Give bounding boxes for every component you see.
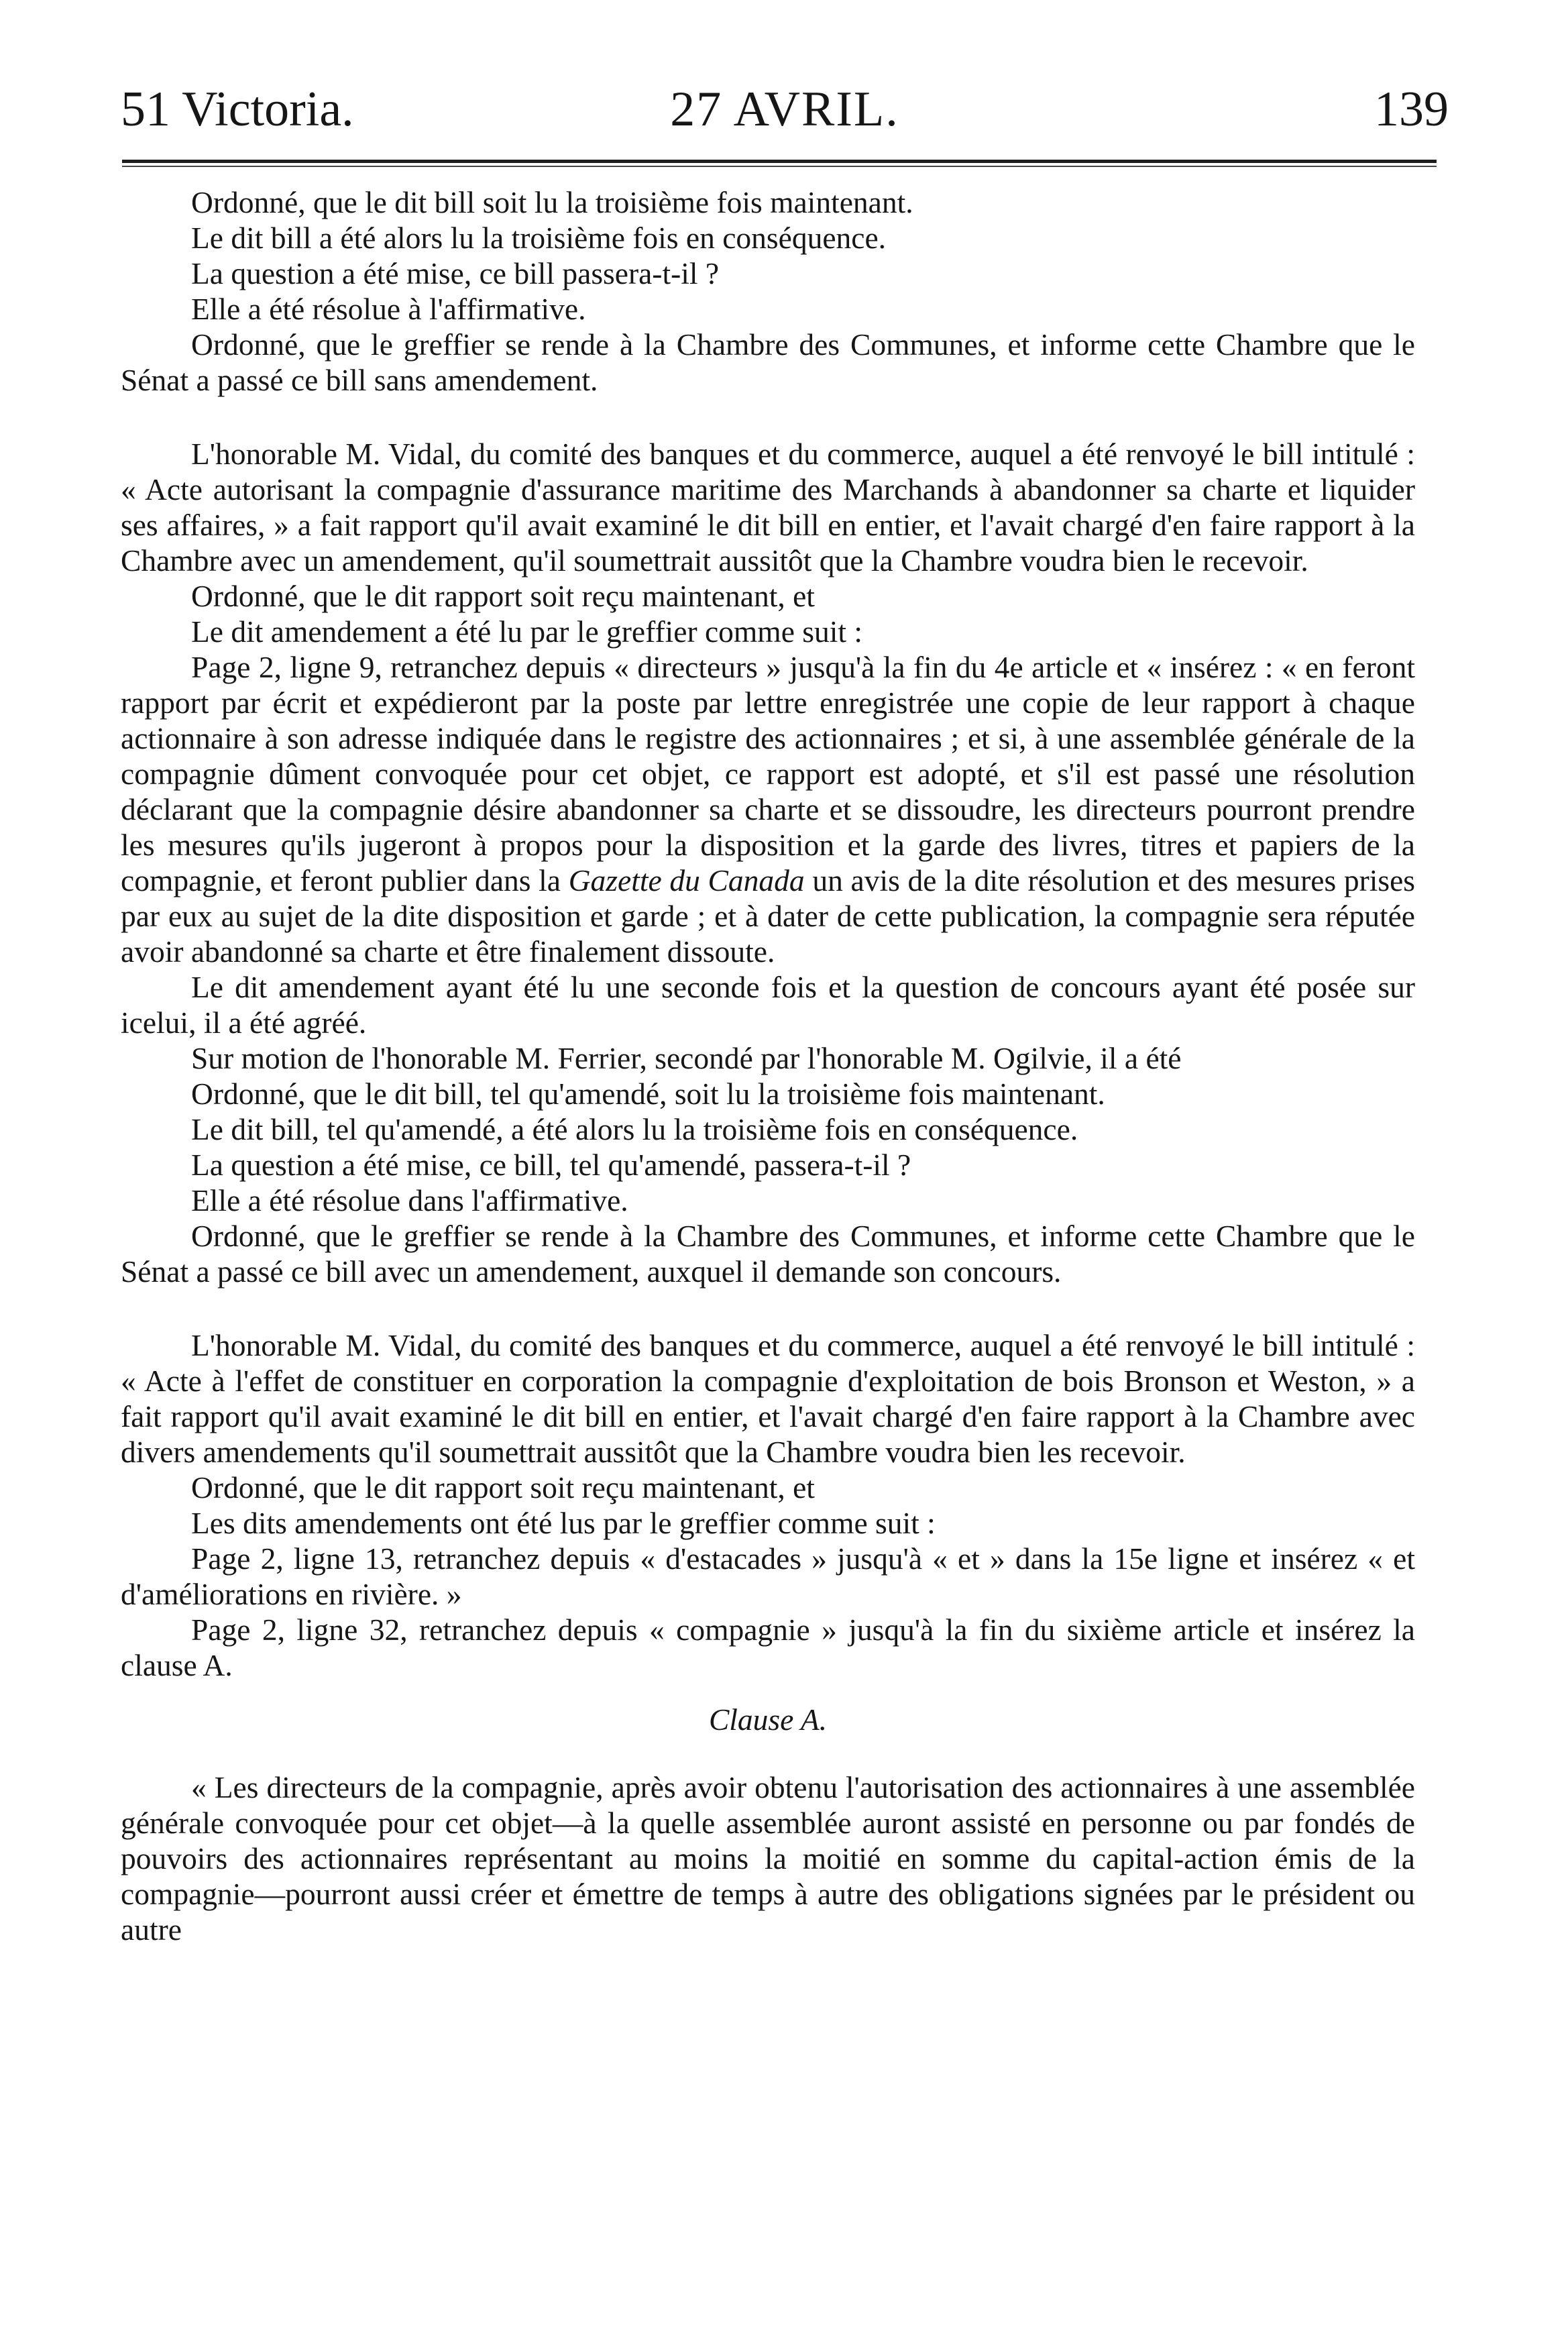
- clause-title: Clause A.: [708, 1702, 828, 1737]
- section-gap: [121, 1289, 1415, 1327]
- paragraph: Elle a été résolue dans l'affirmative.: [191, 1183, 628, 1217]
- paragraph: Le dit amendement ayant été lu une seconde fois et la question de concours ayant été posée sur icelui, il a été agréé.: [121, 970, 1415, 1040]
- report-paragraph: L'honorable M. Vidal, du comité des banques et du commerce, auquel a été renvoyé le bill intitulé : « Acte autorisant la compagnie d'assurance maritime des Marchands à abandonner sa charte et liquider ses affaires, » a fait rapport qu'il avait examiné le dit bill en entier, et l'avait chargé d'en faire rapport à la Chambre avec un amendement, qu'il soumettrait aussitôt que la Chambre voudra bien le recevoir.: [121, 437, 1415, 578]
- clause-text: « Les directeurs de la compagnie, après avoir obtenu l'autorisation des actionnaires à une assemblée générale convoquée pour cet objet—à la quelle assemblée auront assisté en personne ou par fondés de pouvoirs des actionnaires représentant au moins la moitié en somme du capital-action émis de la compagnie—pourront aussi créer et émettre de temps à autre des obligations signées par le président ou autre: [121, 1770, 1415, 1947]
- amendment-text-part: un avis de la dite résolution et des mesures prises par eux au sujet de la dite disposition et garde ; et à dater de cette publication, la compagnie sera réputée avoir abandonné sa charte et être finalement dissoute.: [121, 863, 1415, 969]
- journal-text: [121, 184, 1415, 1947]
- report-paragraph: L'honorable M. Vidal, du comité des banques et du commerce, auquel a été renvoyé le bill intitulé : « Acte à l'effet de constituer en corporation la compagnie d'exploitation de bois Bronson et Weston, » a fait rapport qu'il avait examiné le dit bill en entier, et l'avait chargé d'en faire rapport à la Chambre avec divers amendements qu'il soumettrait aussitôt que la Chambre voudra bien les recevoir.: [121, 1328, 1415, 1469]
- amendment-text: Page 2, ligne 13, retranchez depuis « d'estacades » jusqu'à « et » dans la 15e ligne et insérez « et d'améliorations en rivière. »: [121, 1541, 1415, 1611]
- paragraph: La question a été mise, ce bill, tel qu'amendé, passera-t-il ?: [191, 1148, 911, 1182]
- paragraph: Ordonné, que le dit bill soit lu la troisième fois maintenant.: [191, 185, 913, 219]
- header-page-number: 139: [1374, 82, 1449, 137]
- paragraph: Ordonné, que le greffier se rende à la Chambre des Communes, et informe cette Chambre que le Sénat a passé ce bill sans amendement.: [121, 327, 1415, 397]
- paragraph: Le dit bill, tel qu'amendé, a été alors lu la troisième fois en conséquence.: [191, 1112, 1078, 1146]
- header-rule: [122, 160, 1437, 163]
- amendment-text: Page 2, ligne 32, retranchez depuis « compagnie » jusqu'à la fin du sixième article et insérez la clause A.: [121, 1613, 1415, 1682]
- paragraph: Sur motion de l'honorable M. Ferrier, secondé par l'honorable M. Ogilvie, il a été: [191, 1041, 1182, 1075]
- header-rule-thin: [122, 166, 1437, 167]
- paragraph: Le dit amendement a été lu par le greffier comme suit :: [191, 614, 863, 649]
- paragraph: La question a été mise, ce bill passera-t-il ?: [191, 256, 720, 290]
- gazette-title: Gazette du Canada: [568, 863, 805, 897]
- paragraph: Les dits amendements ont été lus par le greffier comme suit :: [191, 1506, 936, 1540]
- header-date: 27 AVRIL.: [670, 82, 899, 137]
- header-regnal-year: 51 Victoria.: [121, 82, 354, 137]
- paragraph: Ordonné, que le dit bill, tel qu'amendé, soit lu la troisième fois maintenant.: [191, 1077, 1105, 1111]
- running-header: [121, 72, 1449, 146]
- paragraph: Ordonné, que le dit rapport soit reçu maintenant, et: [191, 1470, 815, 1505]
- paragraph: Le dit bill a été alors lu la troisième fois en conséquence.: [191, 221, 887, 255]
- section-gap: [121, 398, 1415, 436]
- amendment-text: [121, 649, 1415, 969]
- paragraph: Ordonné, que le greffier se rende à la Chambre des Communes, et informe cette Chambre que le Sénat a passé ce bill avec un amendement, auxquel il demande son concours.: [121, 1219, 1415, 1289]
- paragraph: Elle a été résolue à l'affirmative.: [191, 292, 586, 326]
- paragraph: Ordonné, que le dit rapport soit reçu maintenant, et: [191, 579, 815, 613]
- amendment-text-part: Page 2, ligne 9, retranchez depuis « directeurs » jusqu'à la fin du 4e article et « insérez : « en feront rapport par écrit et expédieront par la poste par lettre enregistrée une copie de leur rapport à chaque actionnaire à son adresse indiquée dans le registre des actionnaires ; et si, à une assemblée générale de la compagnie dûment convoquée pour cet objet, ce rapport est adopté, et s'il est passé une résolution déclarant que la compagnie désire abandonner sa charte et se dissoudre, les directeurs pourront prendre les mesures qu'ils jugeront à propos pour la disposition et la garde des livres, titres et papiers de la compagnie, et feront publier dans la: [121, 650, 1415, 897]
